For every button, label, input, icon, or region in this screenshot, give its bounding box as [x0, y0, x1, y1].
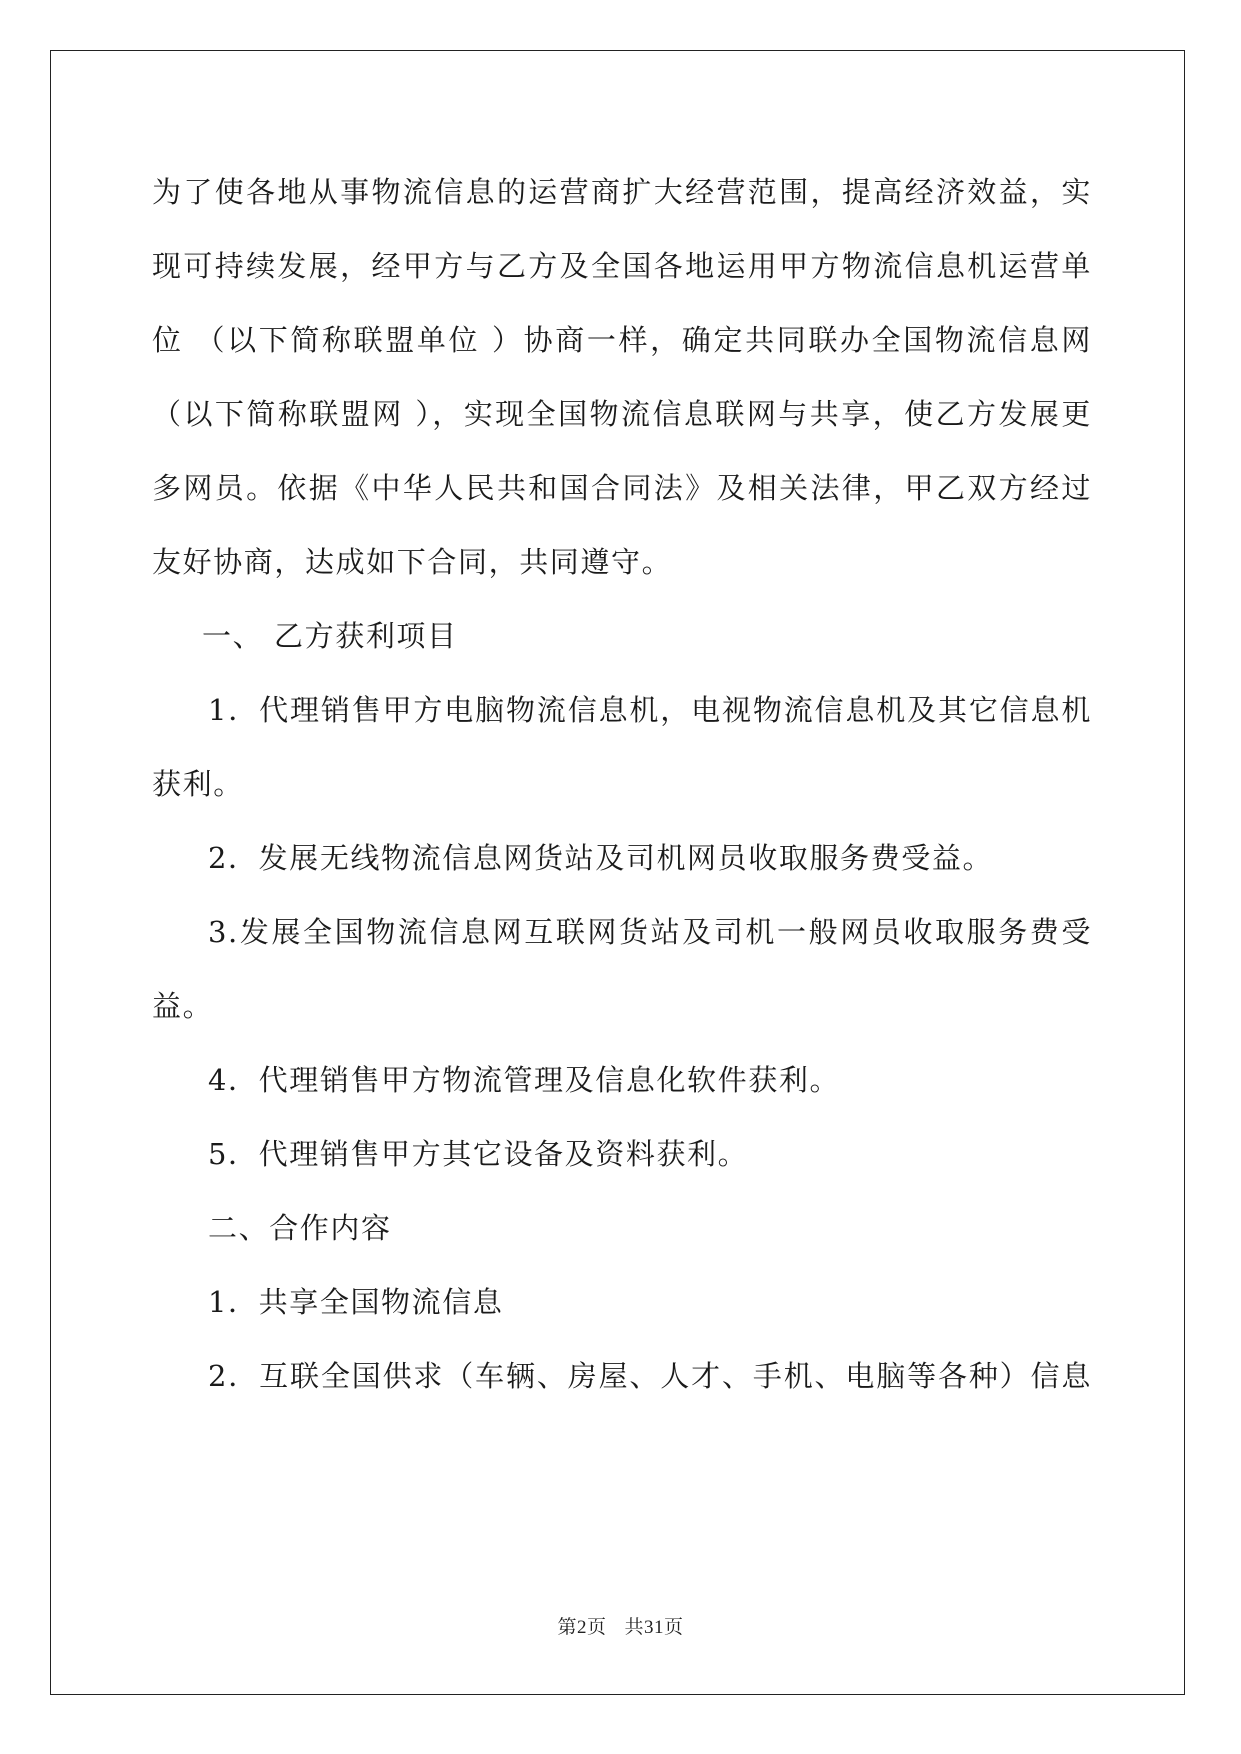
page-number: 第2页: [557, 1617, 607, 1638]
paragraph-line: 友好协商，达成如下合同，共同遵守。: [152, 545, 673, 579]
paragraph-line: 益。: [152, 989, 214, 1023]
section-heading: 一、 乙方获利项目: [202, 619, 458, 653]
page-total: 共31页: [624, 1617, 684, 1638]
paragraph-line: 位 （以下简称联盟单位 ）协商一样，确定共同联办全国物流信息网: [152, 323, 1092, 357]
list-item: 2．发展无线物流信息网货站及司机网员收取服务费受益。: [208, 841, 994, 875]
list-item: 4．代理销售甲方物流管理及信息化软件获利。: [208, 1063, 841, 1097]
paragraph-line: 获利。: [152, 767, 244, 801]
paragraph-line: （以下简称联盟网 ），实现全国物流信息联网与共享，使乙方发展更: [152, 397, 1092, 431]
list-item: 3.发展全国物流信息网互联网货站及司机一般网员收取服务费受: [208, 915, 1092, 949]
paragraph-line: 为了使各地从事物流信息的运营商扩大经营范围，提高经济效益，实: [152, 175, 1092, 209]
page-footer: [0, 1612, 1241, 1639]
list-item: 2．互联全国供求（车辆、房屋、人才、手机、电脑等各种）信息: [208, 1359, 1092, 1393]
paragraph-line: 多网员。依据《中华人民共和国合同法》及相关法律，甲乙双方经过: [152, 471, 1092, 505]
paragraph-line: 现可持续发展，经甲方与乙方及全国各地运用甲方物流信息机运营单: [152, 249, 1092, 283]
list-item: 5．代理销售甲方其它设备及资料获利。: [208, 1137, 749, 1171]
section-heading: 二、合作内容: [208, 1211, 392, 1245]
list-item: 1．代理销售甲方电脑物流信息机，电视物流信息机及其它信息机: [208, 693, 1092, 727]
list-item: 1．共享全国物流信息: [208, 1285, 504, 1319]
